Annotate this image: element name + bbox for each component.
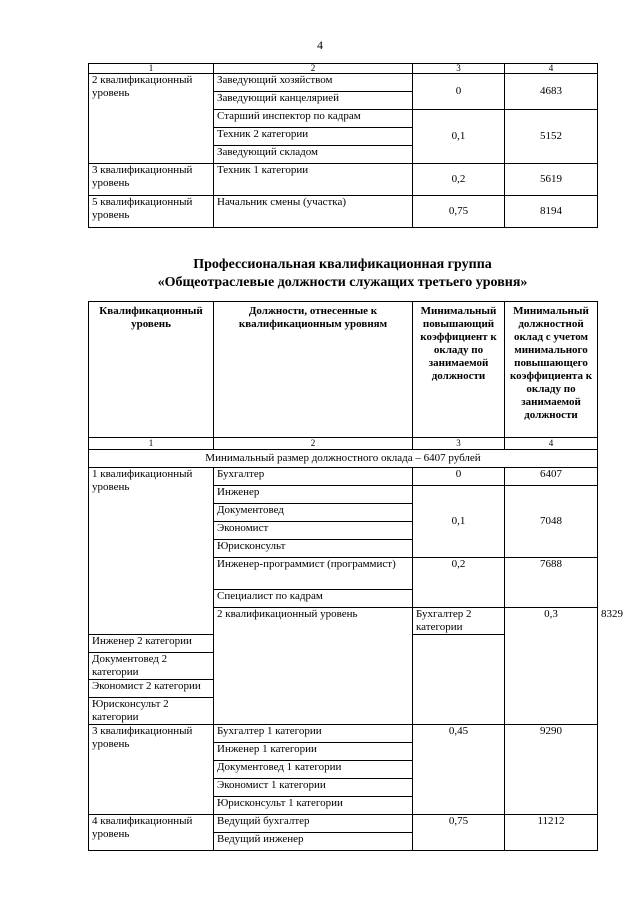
qualification-level: 5 квалификационный уровень xyxy=(89,196,214,228)
section-title xyxy=(88,256,597,292)
col-number: 1 xyxy=(89,438,214,450)
position: Юрисконсульт 2 категории xyxy=(89,698,214,725)
position: Бухгалтер xyxy=(214,468,413,486)
qualification-level: 4 квалификационный уровень xyxy=(89,815,214,851)
coefficient: 0,2 xyxy=(413,558,505,608)
qualification-level: 2 квалификационный уровень xyxy=(89,74,214,164)
col-number: 4 xyxy=(505,64,598,74)
coefficient: 0 xyxy=(413,74,505,110)
col-number: 3 xyxy=(413,64,505,74)
position: Юрисконсульт 1 категории xyxy=(214,797,413,815)
salary: 11212 xyxy=(505,815,598,851)
position: Юрисконсульт xyxy=(214,540,413,558)
qualification-level: 3 квалификационный уровень xyxy=(89,725,214,815)
coefficient: 0,1 xyxy=(413,110,505,164)
title-line: Профессиональная квалификационная группа xyxy=(193,257,492,272)
column-number-row xyxy=(89,438,598,450)
salary: 4683 xyxy=(505,74,598,110)
position: Бухгалтер 1 категории xyxy=(214,725,413,743)
header-cell: Квалификационный уровень xyxy=(89,302,214,438)
min-salary-row xyxy=(89,450,598,468)
coefficient: 0 xyxy=(413,468,505,486)
position: Инженер-программист (программист) xyxy=(214,558,413,590)
min-salary-note: Минимальный размер должностного оклада – 6407 рублей xyxy=(89,450,598,468)
salary: 5619 xyxy=(505,164,598,196)
position: Экономист 2 категории xyxy=(89,680,214,698)
coefficient: 0,3 xyxy=(505,608,598,725)
position: Специалист по кадрам xyxy=(214,590,413,608)
col-number: 2 xyxy=(214,64,413,74)
salary: 9290 xyxy=(505,725,598,815)
position: Инженер 2 категории xyxy=(89,635,214,653)
table-row xyxy=(89,74,598,92)
position: Инженер xyxy=(214,486,413,504)
table-row xyxy=(89,815,598,833)
position: Инженер 1 категории xyxy=(214,743,413,761)
salary: 8194 xyxy=(505,196,598,228)
column-number-row xyxy=(89,64,598,74)
coefficient: 0,75 xyxy=(413,815,505,851)
table-continuation xyxy=(88,63,598,228)
col-number: 3 xyxy=(413,438,505,450)
salary: 6407 xyxy=(505,468,598,486)
salary: 5152 xyxy=(505,110,598,164)
salary: 7048 xyxy=(505,486,598,558)
col-number: 2 xyxy=(214,438,413,450)
title-line: «Общеотраслевые должности служащих третьего уровня» xyxy=(157,275,528,290)
coefficient: 0,1 xyxy=(413,486,505,558)
header-row xyxy=(89,302,598,438)
coefficient: 0,45 xyxy=(413,725,505,815)
qualification-level: 3 квалификационный уровень xyxy=(89,164,214,196)
col-number: 4 xyxy=(505,438,598,450)
position: Заведующий канцелярией xyxy=(214,92,413,110)
table-row xyxy=(89,725,598,743)
position: Заведующий складом xyxy=(214,146,413,164)
table-row: 2 квалификационный уровень Бухгалтер 2 категории 0,3 8329 xyxy=(89,608,598,635)
position: Бухгалтер 2 категории xyxy=(413,608,505,635)
position: Документовед 2 категории xyxy=(89,653,214,680)
position: Экономист xyxy=(214,522,413,540)
position: Документовед xyxy=(214,504,413,522)
position: Ведущий инженер xyxy=(214,833,413,851)
qualification-level: 2 квалификационный уровень xyxy=(214,608,413,725)
position: Документовед 1 категории xyxy=(214,761,413,779)
position: Техник 1 категории xyxy=(214,164,413,196)
header-cell: Минимальный повышающий коэффициент к окладу по занимаемой должности xyxy=(413,302,505,438)
col-number: 1 xyxy=(89,64,214,74)
qualification-level: 1 квалификационный уровень xyxy=(89,468,214,635)
position: Начальник смены (участка) xyxy=(214,196,413,228)
salary: 7688 xyxy=(505,558,598,608)
table-row xyxy=(89,164,598,196)
coefficient: 0,2 xyxy=(413,164,505,196)
table-row xyxy=(89,196,598,228)
header-cell: Минимальный должностной оклад с учетом минимального повышающего коэффициента к окладу по занимаемой должности xyxy=(505,302,598,438)
position: Заведующий хозяйством xyxy=(214,74,413,92)
header-cell: Должности, отнесенные к квалификационным уровням xyxy=(214,302,413,438)
position: Ведущий бухгалтер xyxy=(214,815,413,833)
table-third-level xyxy=(88,301,623,851)
page-number: 4 xyxy=(317,38,323,52)
position: Техник 2 категории xyxy=(214,128,413,146)
table-row xyxy=(89,468,598,486)
position: Старший инспектор по кадрам xyxy=(214,110,413,128)
coefficient: 0,75 xyxy=(413,196,505,228)
position: Экономист 1 категории xyxy=(214,779,413,797)
